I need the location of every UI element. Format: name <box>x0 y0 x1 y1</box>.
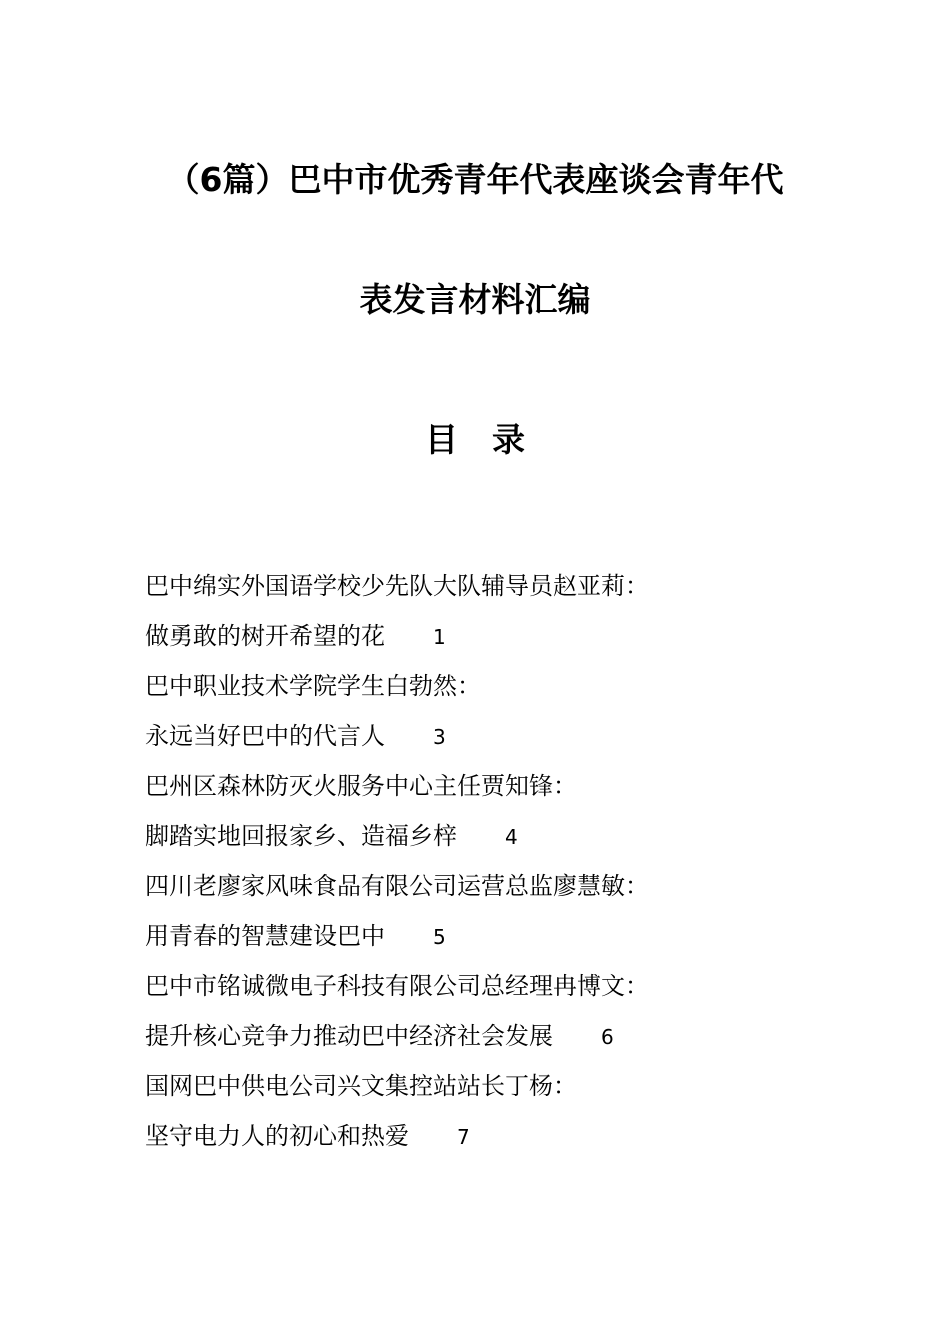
toc-entry-title-line <box>145 911 865 961</box>
toc-entry-title-line <box>145 611 865 661</box>
toc-entry-page-number: 7 <box>457 1125 470 1149</box>
toc-entry-title: 永远当好巴中的代言人 <box>145 722 385 750</box>
toc-entry-page-number: 1 <box>433 625 446 649</box>
toc-entry-page-number: 6 <box>601 1025 614 1049</box>
toc-entry-title-line <box>145 811 865 861</box>
toc-entry-page-number: 5 <box>433 925 446 949</box>
toc-entry-author: 巴州区森林防灭火服务中心主任贾知锋： <box>145 772 577 800</box>
toc-heading: 目录 <box>425 420 559 459</box>
toc-entry[interactable] <box>145 761 865 861</box>
toc-entry-title: 做勇敢的树开希望的花 <box>145 622 385 650</box>
toc-entry-title-line <box>145 1011 865 1061</box>
toc-entry[interactable] <box>145 661 865 761</box>
toc-entry-page-number: 4 <box>505 825 518 849</box>
toc-entry-title: 用青春的智慧建设巴中 <box>145 922 385 950</box>
toc-entry[interactable] <box>145 861 865 961</box>
toc-entry-title-line <box>145 1111 865 1161</box>
toc-entry-author: 巴中职业技术学院学生白勃然： <box>145 672 481 700</box>
table-of-contents <box>145 561 865 1161</box>
toc-entry-author: 国网巴中供电公司兴文集控站站长丁杨： <box>145 1072 577 1100</box>
document-title-line-1: （6篇）巴中市优秀青年代表座谈会青年代 <box>166 160 784 199</box>
toc-entry-title: 坚守电力人的初心和热爱 <box>145 1122 409 1150</box>
toc-entry[interactable] <box>145 561 865 661</box>
toc-entry-author: 四川老廖家风味食品有限公司运营总监廖慧敏： <box>145 872 649 900</box>
toc-entry[interactable] <box>145 961 865 1061</box>
toc-entry-author: 巴中绵实外国语学校少先队大队辅导员赵亚莉： <box>145 572 649 600</box>
toc-entry-author: 巴中市铭诚微电子科技有限公司总经理冉博文： <box>145 972 649 1000</box>
toc-entry-title: 提升核心竞争力推动巴中经济社会发展 <box>145 1022 553 1050</box>
toc-entry-title: 脚踏实地回报家乡、造福乡梓 <box>145 822 457 850</box>
document-title-line-2: 表发言材料汇编 <box>359 280 591 319</box>
toc-entry-title-line <box>145 711 865 761</box>
toc-entry[interactable] <box>145 1061 865 1161</box>
toc-entry-page-number: 3 <box>433 725 446 749</box>
